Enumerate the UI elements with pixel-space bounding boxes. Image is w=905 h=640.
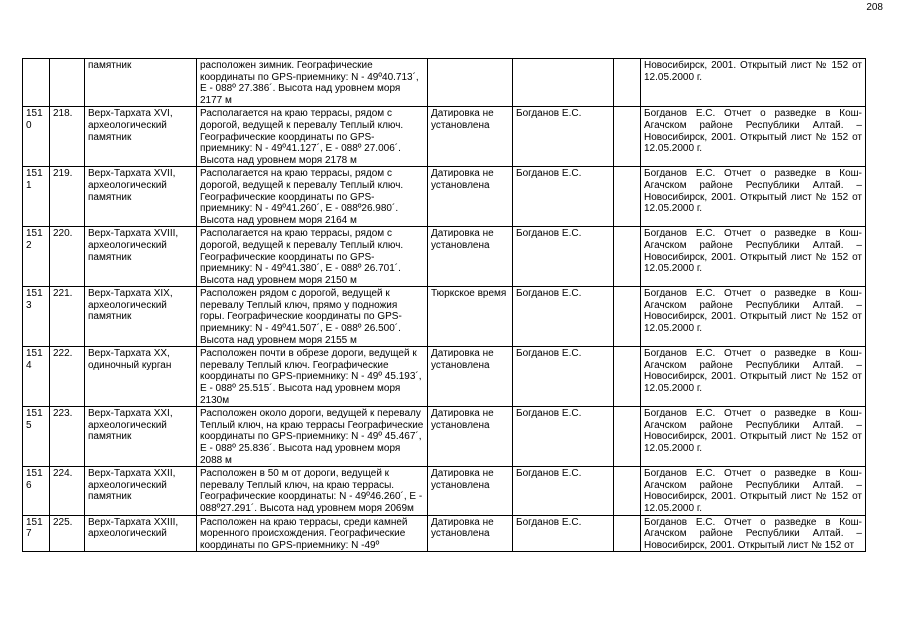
cell-dating: Датировка не установлена: [428, 515, 513, 552]
cell-dating: [428, 59, 513, 107]
cell-empty: [614, 467, 641, 515]
cell-description: Располагается на краю террасы, рядом с дорогой, ведущей к перевалу Теплый ключ. Географические координаты по GPS-приемнику: N - 49º41.380´, E - 088º 26.701´. Высота над уровнем моря 2150 м: [197, 227, 428, 287]
cell-description: Располагается на краю террасы, рядом с дорогой, ведущей к перевалу Теплый ключ. Географические координаты по GPS-приемнику: N - 49º41.127´, E - 088º 27.006´. Высота над уровнем моря 2178 м: [197, 107, 428, 167]
table-row: [23, 107, 866, 167]
cell-item-number: 222.: [50, 347, 85, 407]
cell-source: Богданов Е.С. Отчет о разведке в Кош-Агачском районе Республики Алтай. – Новосибирск, 2001. Открытый лист № 152 от 12.05.2000 г.: [641, 287, 866, 347]
cell-item-number: 220.: [50, 227, 85, 287]
cell-description: Расположен рядом с дорогой, ведущей к перевалу Теплый ключ, прямо у подножия горы. Географические координаты по GPS-приемнику: N - 49º41.507´, E - 088º 26.500´. Высота над уровнем моря 2155 м: [197, 287, 428, 347]
cell-dating: Датировка не установлена: [428, 167, 513, 227]
cell-dating: Тюркское время: [428, 287, 513, 347]
cell-item-number: 224.: [50, 467, 85, 515]
page-number: 208: [866, 2, 883, 13]
cell-item-number: 219.: [50, 167, 85, 227]
cell-empty: [614, 287, 641, 347]
monuments-table: [22, 58, 866, 552]
cell-reg-number: [23, 59, 50, 107]
cell-reg-number: 1513: [23, 287, 50, 347]
cell-source: Богданов Е.С. Отчет о разведке в Кош-Агачском районе Республики Алтай. – Новосибирск, 2001. Открытый лист № 152 от 12.05.2000 г.: [641, 407, 866, 467]
cell-dating: Датировка не установлена: [428, 407, 513, 467]
cell-empty: [614, 107, 641, 167]
cell-item-number: 218.: [50, 107, 85, 167]
cell-name: Верх-Тархата XIX, археологический памятник: [85, 287, 197, 347]
cell-item-number: 223.: [50, 407, 85, 467]
cell-description: Расположен на краю террасы, среди камней моренного происхождения. Географические координаты по GPS-приемнику: N -49º: [197, 515, 428, 552]
table-row: [23, 347, 866, 407]
cell-empty: [614, 59, 641, 107]
table-row: [23, 287, 866, 347]
cell-empty: [614, 347, 641, 407]
table-row: [23, 515, 866, 552]
cell-empty: [614, 167, 641, 227]
cell-name: Верх-Тархата XX, одиночный курган: [85, 347, 197, 407]
cell-name: Верх-Тархата XVII, археологический памятник: [85, 167, 197, 227]
cell-description: расположен зимник. Географические координаты по GPS-приемнику: N - 49º40.713´, E - 088º 27.386´. Высота над уровнем моря 2177 м: [197, 59, 428, 107]
cell-author: Богданов Е.С.: [513, 287, 614, 347]
cell-dating: Датировка не установлена: [428, 347, 513, 407]
cell-source: Богданов Е.С. Отчет о разведке в Кош-Агачском районе Республики Алтай. – Новосибирск, 2001. Открытый лист № 152 от 12.05.2000 г.: [641, 107, 866, 167]
cell-reg-number: 1516: [23, 467, 50, 515]
cell-description: Располагается на краю террасы, рядом с дорогой, ведущей к перевалу Теплый ключ. Географические координаты по GPS-приемнику: N - 49º41.260´, E - 088º26.980´. Высота над уровнем моря 2164 м: [197, 167, 428, 227]
cell-reg-number: 1517: [23, 515, 50, 552]
cell-author: Богданов Е.С.: [513, 467, 614, 515]
cell-reg-number: 1510: [23, 107, 50, 167]
cell-source: Новосибирск, 2001. Открытый лист № 152 от 12.05.2000 г.: [641, 59, 866, 107]
cell-author: Богданов Е.С.: [513, 167, 614, 227]
cell-item-number: 225.: [50, 515, 85, 552]
cell-author: Богданов Е.С.: [513, 227, 614, 287]
table-row: [23, 167, 866, 227]
cell-description: Расположен почти в обрезе дороги, ведущей к перевалу Теплый ключ. Географические координаты по GPS-приемнику: N - 49º 45.193´, E - 088º 25.515´. Высота над уровнем моря 2130м: [197, 347, 428, 407]
cell-empty: [614, 407, 641, 467]
cell-name: Верх-Тархата XXI, археологический памятник: [85, 407, 197, 467]
cell-reg-number: 1515: [23, 407, 50, 467]
cell-author: Богданов Е.С.: [513, 515, 614, 552]
cell-source: Богданов Е.С. Отчет о разведке в Кош-Агачском районе Республики Алтай. – Новосибирск, 2001. Открытый лист № 152 от 12.05.2000 г.: [641, 467, 866, 515]
cell-dating: Датировка не установлена: [428, 227, 513, 287]
cell-reg-number: 1512: [23, 227, 50, 287]
table-row: [23, 227, 866, 287]
cell-reg-number: 1514: [23, 347, 50, 407]
cell-name: Верх-Тархата XVI, археологический памятник: [85, 107, 197, 167]
cell-author: Богданов Е.С.: [513, 407, 614, 467]
cell-author: [513, 59, 614, 107]
cell-description: Расположен в 50 м от дороги, ведущей к перевалу Теплый ключ, на краю террасы. Географические координаты: N - 49º46.260´, E - 088º27.291´. Высота над уровнем моря 2069м: [197, 467, 428, 515]
cell-reg-number: 1511: [23, 167, 50, 227]
cell-source: Богданов Е.С. Отчет о разведке в Кош-Агачском районе Республики Алтай. – Новосибирск, 2001. Открытый лист № 152 от 12.05.2000 г.: [641, 347, 866, 407]
cell-item-number: 221.: [50, 287, 85, 347]
cell-author: Богданов Е.С.: [513, 107, 614, 167]
table-row: [23, 407, 866, 467]
table-row: [23, 467, 866, 515]
cell-empty: [614, 227, 641, 287]
cell-dating: Датировка не установлена: [428, 467, 513, 515]
cell-item-number: [50, 59, 85, 107]
cell-source: Богданов Е.С. Отчет о разведке в Кош-Агачском районе Республики Алтай. – Новосибирск, 2001. Открытый лист № 152 от 12.05.2000 г.: [641, 167, 866, 227]
cell-dating: Датировка не установлена: [428, 107, 513, 167]
cell-name: Верх-Тархата XXII, археологический памятник: [85, 467, 197, 515]
cell-name: Верх-Тархата XXIII, археологический: [85, 515, 197, 552]
cell-source: Богданов Е.С. Отчет о разведке в Кош-Агачском районе Республики Алтай. – Новосибирск, 2001. Открытый лист № 152 от: [641, 515, 866, 552]
cell-empty: [614, 515, 641, 552]
cell-name: Верх-Тархата XVIII, археологический памятник: [85, 227, 197, 287]
cell-name: памятник: [85, 59, 197, 107]
cell-description: Расположен около дороги, ведущей к перевалу Теплый ключ, на краю террасы Географические координаты по GPS-приемнику: N - 49º 45.467´, E - 088º 25.836´. Высота над уровнем моря 2088 м: [197, 407, 428, 467]
cell-source: Богданов Е.С. Отчет о разведке в Кош-Агачском районе Республики Алтай. – Новосибирск, 2001. Открытый лист № 152 от 12.05.2000 г.: [641, 227, 866, 287]
cell-author: Богданов Е.С.: [513, 347, 614, 407]
table-row-continued: [23, 59, 866, 107]
